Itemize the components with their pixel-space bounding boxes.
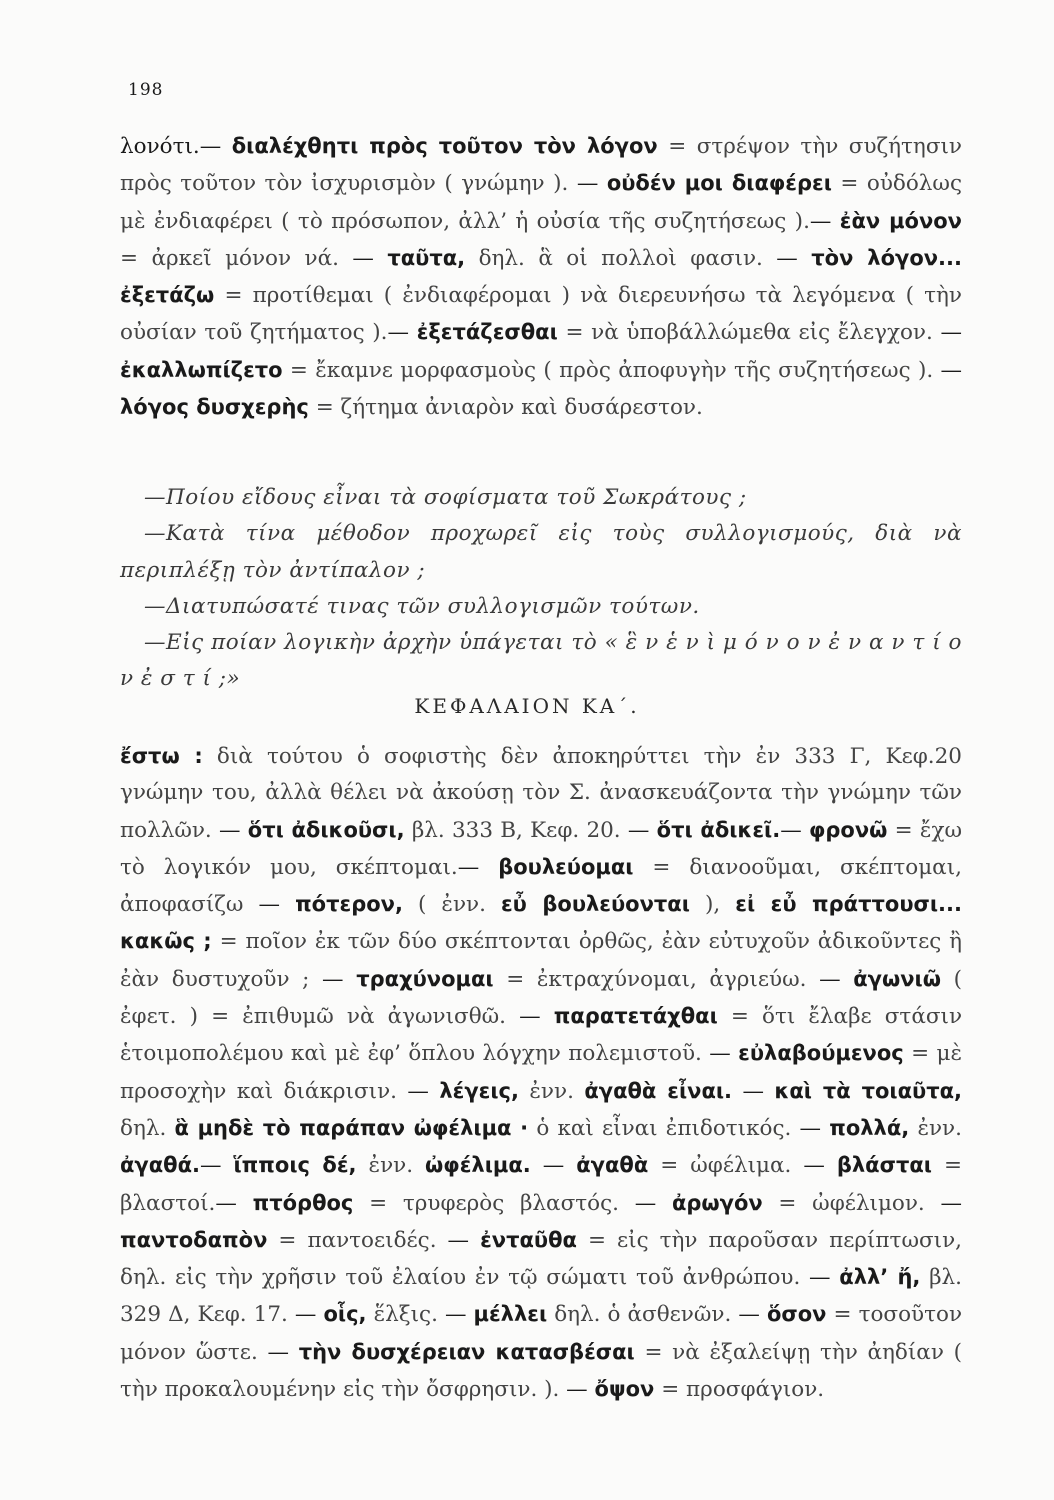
chapter-heading: ΚΕΦΑΛΑΙΟΝ ΚΑ΄. bbox=[414, 694, 640, 718]
question-item: —Κατὰ τίνα μέθοδον προχωρεῖ εἰς τοὺς συλλογισμούς, διὰ νὰ περιπλέξῃ τὸν ἀντίπαλον ; bbox=[120, 521, 962, 583]
glossary-paragraph: ἔστω : διὰ τούτου ὁ σοφιστὴς δὲν ἀποκηρύττει τὴν ἐν 333 Γ, Κεφ.20 γνώμην του, ἀλλὰ θέλει νὰ ἀκούσῃ τὸν Σ. ἀνασκευάζοντα τὴν γνώμην τῶν πολλῶν. — ὅτι ἀδικοῦσι, βλ. 333 Β, Κεφ. 20. — ὅτι ἀδικεῖ.— φρονῶ = ἔχω τὸ λογικόν μου, σκέπτομαι.— βουλεύομαι = διανοοῦμαι, σκέπτομαι, ἀποφασίζω — πότερον, ( ἐνν. εὖ βουλεύονται ), εἰ εὖ πράττουσι... κακῶς ; = ποῖον ἐκ τῶν δύο σκέπτονται ὀρθῶς, ἐὰν εὐτυχοῦν ἀδικοῦντες ἢ ἐὰν δυστυχοῦν ; — τραχύνομαι = ἐκτραχύνομαι, ἀγριεύω. — ἀγωνιῶ ( ἐφετ. ) = ἐπιθυμῶ νὰ ἀγωνισθῶ. — παρατετάχθαι = ὅτι ἔλαβε στάσιν ἑτοιμοπολέμου καὶ μὲ ἐφ’ ὅπλου λόγχην πολεμιστοῦ. — εὐλαβούμενος = μὲ προσοχὴν καὶ διάκρισιν. — λέγεις, ἐνν. ἀγαθὰ εἶναι. — καὶ τὰ τοιαῦτα, δηλ. ἃ μηδὲ τὸ παράπαν ὠφέλιμα · ὁ καὶ εἶναι ἐπιδοτικός. — πολλά, ἐνν. ἀγαθά.— ἵπποις δέ, ἐνν. ὠφέλιμα. — ἀγαθὰ = ὠφέλιμα. — βλάσται = βλαστοί.— πτόρθος = τρυφερὸς βλαστός. — ἀρωγόν = ὠφέλιμον. — παντοδαπὸν = παντοειδές. — ἐνταῦθα = εἰς τὴν παροῦσαν περίπτωσιν, δηλ. εἰς τὴν χρῆσιν τοῦ ἐλαίου ἐν τῷ σώματι τοῦ ἀνθρώπου. — ἀλλ’ ἤ, βλ. 329 Δ, Κεφ. 17. — οἷς, ἕλξις. — μέλλει δηλ. ὁ ἀσθενῶν. — ὅσον = τοσοῦτον μόνον ὥστε. — τὴν δυσχέρειαν κατασβέσαι = νὰ ἐξαλείψῃ τὴν ἀηδίαν ( τὴν προκαλουμένην εἰς τὴν ὄσφρησιν. ). — ὄψον = προσφάγιον. bbox=[120, 744, 963, 1403]
glossary-block-bottom bbox=[120, 738, 962, 1408]
glossary-block-top bbox=[120, 128, 962, 426]
question-item: —Εἰς ποίαν λογικὴν ἀρχὴν ὑπάγεται τὸ « ἓ ν ἑ ν ὶ μ ό ν ο ν ἐ ν α ν τ ί ο ν ἐ σ τ ί ;» bbox=[120, 630, 962, 692]
review-questions bbox=[120, 480, 962, 698]
question-item: —Διατυπώσατέ τινας τῶν συλλογισμῶν τούτων. bbox=[144, 593, 700, 619]
glossary-paragraph: λονότι.— διαλέχθητι πρὸς τοῦτον τὸν λόγον = στρέψον τὴν συζήτησιν πρὸς τοῦτον τὸν ἰσχυρισμὸν ( γνώμην ). — οὐδέν μοι διαφέρει = οὐδόλως μὲ ἐνδιαφέρει ( τὸ πρόσωπον, ἀλλ’ ἡ οὐσία τῆς συζητήσεως ).— ἐὰν μόνον = ἀρκεῖ μόνον νά. — ταῦτα, δηλ. ἃ οἱ πολλοὶ φασιν. — τὸν λόγον... ἐξετάζω = προτίθεμαι ( ἐνδιαφέρομαι ) νὰ διερευνήσω τὰ λεγόμενα ( τὴν οὐσίαν τοῦ ζητήματος ).— ἐξετάζεσθαι = νὰ ὑποβάλλώμεθα εἰς ἔλεγχον. — ἐκαλλωπίζετο = ἔκαμνε μορφασμοὺς ( πρὸς ἀποφυγὴν τῆς συζητήσεως ). — λόγος δυσχερὴς = ζήτημα ἀνιαρὸν καὶ δυσάρεστον. bbox=[120, 134, 962, 421]
question-item: —Ποίου εἴδους εἶναι τὰ σοφίσματα τοῦ Σωκράτους ; bbox=[144, 485, 747, 510]
page-number: 198 bbox=[128, 80, 164, 100]
